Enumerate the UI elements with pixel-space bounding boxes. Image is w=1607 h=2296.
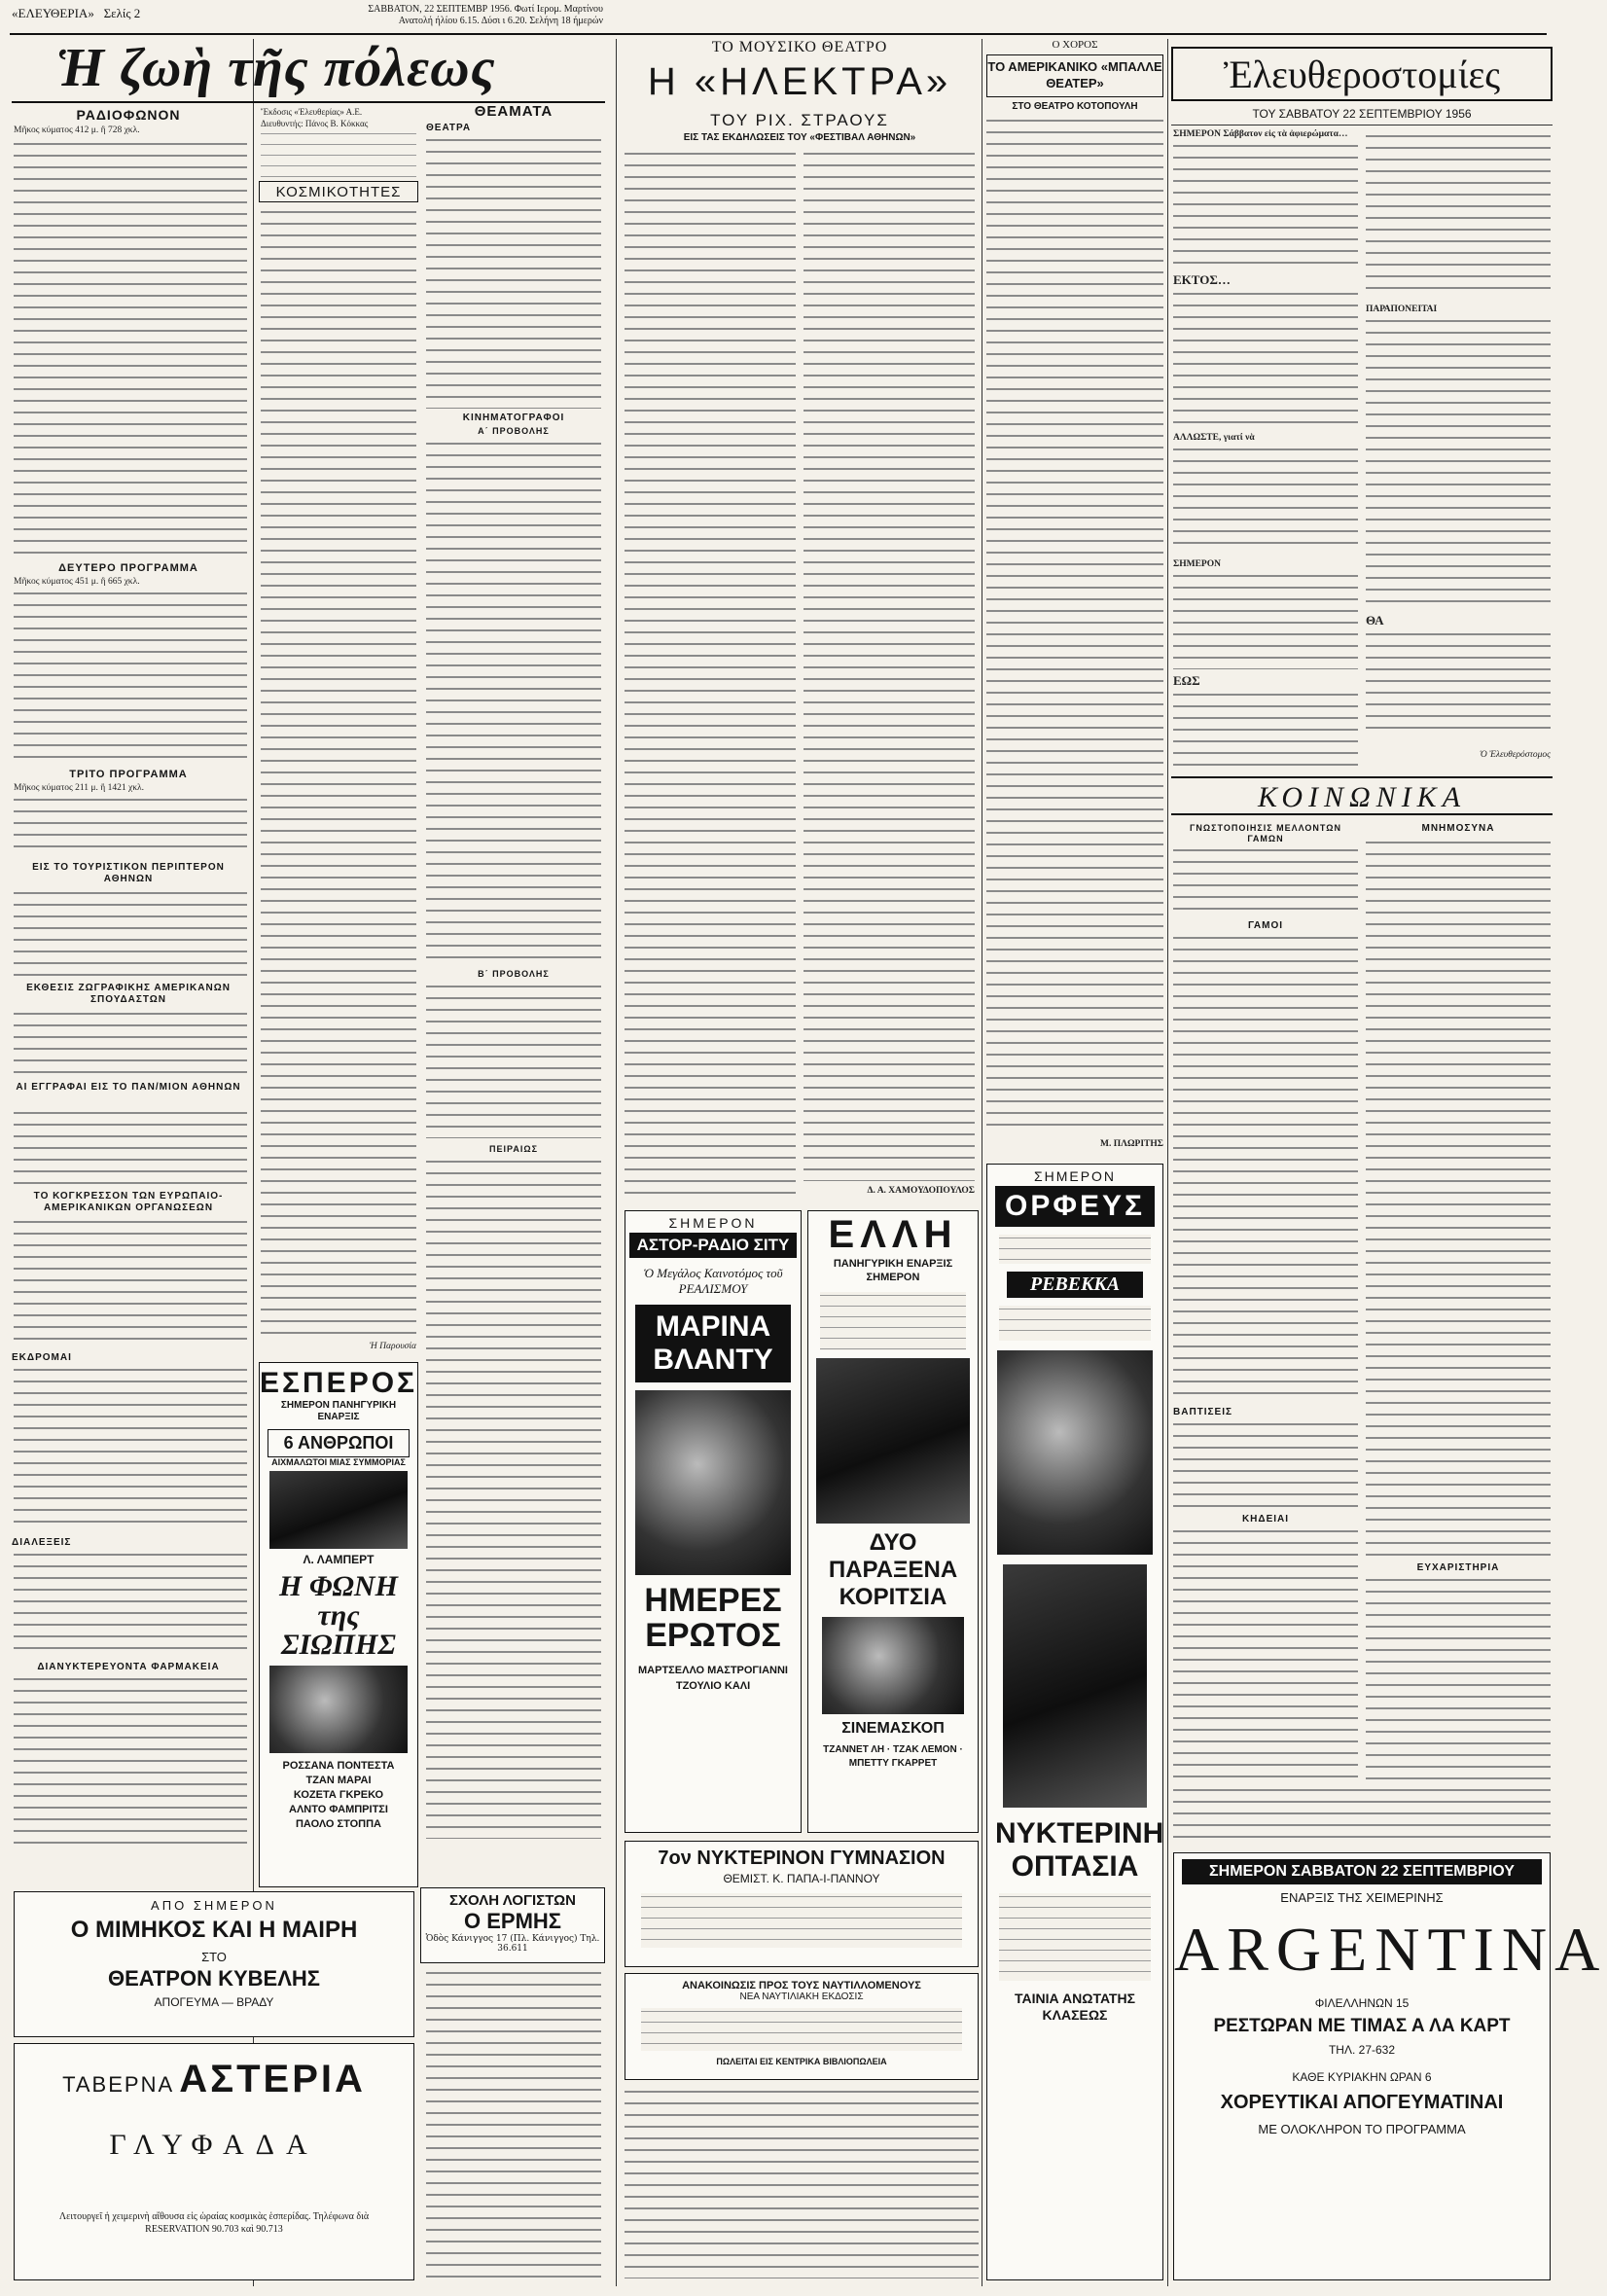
elektra-text-right [804, 150, 975, 1181]
pharmacies-heading: ΔΙΑΝΥΚΤΕΡΕΥΟΝΤΑ ΦΑΡΜΑΚΕΙΑ [37, 1662, 220, 1672]
cast-2: ΤΖΑΝ ΜΑΡΑΙ [305, 1775, 372, 1786]
radio-heading: ΡΑΔΙΟΦΩΝΟΝ [76, 107, 181, 123]
cast-4: ΑΛΝΤΟ ΦΑΜΠΡΙΤΣΙ [289, 1804, 388, 1815]
column-p5-lead: ΣΗΜΕΡΟΝ [1173, 559, 1221, 569]
column-p5-text [1173, 572, 1358, 669]
astor-pre: ΣΗΜΕΡΟΝ [668, 1215, 758, 1231]
third-program-text [14, 796, 247, 856]
elli-title: ΕΛΛΗ [828, 1213, 958, 1256]
engagements-heading: ΓΝΩΣΤΟΠΟΙΗΣΙΣ ΜΕΛΛΟΝΤΩΝ ΓΑΜΩΝ [1190, 823, 1341, 843]
theamata-heading: ΘΕΑΜΑΤΑ [474, 103, 554, 120]
koritsia-photo [822, 1617, 964, 1714]
orfeus-portrait [1003, 1564, 1147, 1808]
kyveli-times: ΑΠΟΓΕΥΜΑ — ΒΡΑΔΥ [154, 1995, 274, 2009]
gymnasio-text [641, 1893, 962, 1948]
column-p7-lead: ΘΑ [1366, 613, 1384, 628]
foni-sigis-photo [269, 1666, 408, 1753]
cast-1: ΡΟΣΣΑΝΑ ΠΟΝΤΕΣΤΑ [282, 1760, 395, 1772]
university-text [14, 1109, 247, 1185]
baptisms-text [1173, 1420, 1358, 1508]
ermis-ad [420, 1887, 605, 1963]
weddings-heading: ΓΑΜΟΙ [1247, 920, 1284, 931]
orfeus-blurb-2 [999, 1306, 1151, 1341]
col3-bottom-text [625, 2088, 979, 2278]
column-p2-text [1173, 290, 1358, 426]
naval-footer: ΠΩΛΕΙΤΑΙ ΕΙΣ ΚΕΝΤΡΙΚΑ ΒΙΒΛΙΟΠΩΛΕΙΑ [716, 2057, 887, 2066]
imeres-title: ΗΜΕΡΕΣ ΕΡΩΤΟΣ [644, 1582, 782, 1654]
program-line: ΜΕ ΟΛΟΚΛΗΡΟΝ ΤΟ ΠΡΟΓΡΑΜΜΑ [1258, 2122, 1466, 2136]
eleftherostomies-rule [1171, 125, 1553, 126]
second-program-text [14, 590, 247, 765]
baptisms-heading: ΒΑΠΤΙΣΕΙΣ [1173, 1407, 1233, 1417]
column-rule-2 [616, 39, 617, 2286]
kosmikotites-text [261, 208, 416, 1337]
ermis-address: Ὁδὸς Κάνιγγος 17 (Πλ. Κάνιγγος) Τηλ. 36.611 [425, 1934, 600, 1954]
gymnasio-ad [625, 1841, 979, 1967]
ermis-text [426, 1969, 601, 2280]
publisher-line: Ἔκδοσις «Ἐλευθερίας» Α.Ε. [261, 107, 363, 117]
radio-wavelength: Μῆκος κύματος 412 μ. ἢ 728 χκλ. [14, 126, 140, 135]
elektra-text-left [625, 150, 796, 1201]
cast-5: ΠΑΟΛΟ ΣΤΟΠΠΑ [295, 1818, 382, 1830]
director-line: Διευθυντής: Πάνος Β. Κόκκας [261, 119, 369, 128]
elli-blurb [820, 1292, 966, 1350]
column-p1-text [1173, 142, 1358, 269]
radio-program-text [14, 140, 247, 558]
page-number: Σελίς 2 [103, 6, 141, 20]
foni-sigis-title: Η ΦΩΝΗ της ΣΙΩΠΗΣ [279, 1570, 398, 1661]
kosmikotites-signature: Ἡ Παρουσία [370, 1342, 416, 1351]
elli-cast: ΤΖΑΝΝΕΤ ΛΗ · ΤΖΑΚ ΛΕΜΟΝ · ΜΠΕΤΤΥ ΓΚΑΡΡΕΤ [823, 1744, 963, 1769]
masthead-paper [12, 6, 304, 21]
nykterini-title: ΝΥΚΤΕΡΙΝΗ ΟΠΤΑΣΙΑ [995, 1817, 1164, 1883]
exhibit-heading: ΕΚΘΕΣΙΣ ΖΩΓΡΑΦΙΚΗΣ ΑΜΕΡΙΚΑΝΩΝ ΣΠΟΥΔΑΣΤΩΝ [26, 983, 231, 1005]
third-program-heading: ΤΡΙΤΟ ΠΡΟΓΡΑΜΜΑ [69, 769, 188, 780]
date-text: ΣΑΒΒΑΤΟΝ, 22 ΣΕΠΤΕΜΒΡ 1956. Φωτί Ιερομ. Μαρτίνου [368, 4, 603, 15]
second-run-heading: Β΄ ΠΡΟΒΟΛΗΣ [478, 969, 550, 979]
column-signature: Ὁ Ἐλευθερόστομος [1479, 750, 1551, 760]
asteria-title-row [15, 2058, 413, 2101]
naval-title: ΑΝΑΚΟΙΝΩΣΙΣ ΠΡΟΣ ΤΟΥΣ ΝΑΥΤΙΛΛΟΜΕΝΟΥΣ [682, 1980, 921, 1991]
tourism-text [14, 889, 247, 977]
weddings-text [1173, 934, 1358, 1401]
argentina-title: ARGENTINA [1174, 1915, 1607, 1984]
koritsia-title: ΔΥΟ ΠΑΡΑΞΕΝΑ ΚΟΡΙΤΣΙΑ [828, 1529, 958, 1610]
memorials-heading: ΜΝΗΜΟΣΥΝΑ [1421, 823, 1495, 834]
argentina-ad [1173, 1852, 1607, 2280]
orfeus-ad [986, 1164, 1163, 2280]
pharmacies-text [14, 1675, 247, 1850]
column-rule-4 [1167, 39, 1168, 2286]
asteria-name: ΑΣΤΕΡΙΑ [179, 2058, 366, 2100]
naval-text [641, 2008, 962, 2051]
ballet-text [986, 117, 1163, 1134]
cinemas-heading: ΚΙΝΗΜΑΤΟΓΡΑΦΟΙ [462, 413, 565, 423]
music-theatre-rubric: ΤΟ ΜΟΥΣΙΚΟ ΘΕΑΤΡΟ [711, 39, 888, 55]
glyfada-label: ΓΛΥΦΑΔΑ [109, 2129, 319, 2161]
column-p3-lead: ΠΑΡΑΠΟΝΕΙΤΑΙ [1366, 305, 1438, 314]
peiraeus-listings [426, 1158, 601, 1839]
column-right-text-1 [1366, 132, 1551, 298]
column-p6-lead: ΕΩΣ [1173, 673, 1200, 688]
asteria-ad [14, 2043, 414, 2280]
argentina-phone: ΤΗΛ. 27-632 [1328, 2043, 1396, 2057]
argentina-address: ΦΙΛΕΛΛΗΝΩΝ 15 [1314, 1996, 1410, 2010]
exhibit-text [14, 1010, 247, 1076]
mimikos-ad [14, 1891, 414, 2037]
dances-line: ΧΟΡΕΥΤΙΚΑΙ ΑΠΟΓΕΥΜΑΤΙΝΑΙ [1220, 2092, 1504, 2113]
lectures-heading: ΔΙΑΛΕΞΕΙΣ [12, 1537, 72, 1548]
orfeus-photo [997, 1350, 1153, 1555]
memorials-text [1366, 839, 1551, 1559]
gymnasio-title: 7ον ΝΥΚΤΕΡΙΝΟΝ ΓΥΜΝΑΣΙΟΝ [658, 1848, 946, 1869]
congress-text [14, 1218, 247, 1345]
six-men-photo [269, 1471, 408, 1549]
funerals-heading: ΚΗΔΕΙΑΙ [1241, 1514, 1290, 1525]
taverna-label: ΤΑΒΕΡΝΑ [62, 2072, 175, 2097]
ballet-title: ΤΟ ΑΜΕΡΙΚΑΝΙΚΟ «ΜΠΑΛΛΕ ΘΕΑΤΕΡ» [986, 54, 1163, 97]
cinemascope-label: ΣΙΝΕΜΑΣΚΟΠ [841, 1720, 945, 1737]
elektra-title: Η «ΗΛΕΚΤΡΑ» [647, 60, 952, 103]
paper-name: «ΕΛΕΥΘΕΡΙΑ» [12, 6, 94, 20]
lectures-text [14, 1551, 247, 1656]
elli-ad [807, 1210, 979, 1833]
third-program-wavelength: Μῆκος κύματος 211 μ. ἢ 1421 χκλ. [14, 783, 144, 793]
column-p7-text [1366, 630, 1551, 737]
accountants-title: ΣΧΟΛΗ ΛΟΓΙΣΤΩΝ [449, 1892, 576, 1909]
tourism-heading: ΕΙΣ ΤΟ ΤΟΥΡΙΣΤΙΚΟΝ ΠΕΡΙΠΤΕΡΟΝ ΑΘΗΝΩΝ [32, 862, 225, 884]
sun-text: Ανατολή ήλίου 6.15. Δύσι ι 6.20. Σελήνη 18 ήμερών [398, 16, 603, 26]
elli-photo [816, 1358, 970, 1524]
rebecca-title: ΡΕΒΕΚΚΑ [1007, 1272, 1143, 1298]
section-title: Ἡ ζωὴ τῆς πόλεως [56, 38, 496, 98]
column-p2-lead: ΕΚΤΟΣ… [1173, 272, 1231, 287]
mimikos-title: Ο ΜΙΜΗΚΟΣ ΚΑΙ Η ΜΑΙΡΗ [70, 1917, 358, 1943]
excursions-heading: ΕΚΔΡΟΜΑΙ [12, 1352, 72, 1363]
eleftherostomies-title: Ἐλευθεροστομίες [1171, 47, 1553, 101]
theatra-heading: ΘΕΑΤΡΑ [426, 123, 472, 133]
gymnasio-subtitle: ΘΕΜΙΣΤ. Κ. ΠΑΠΑ-Ι-ΠΑΝΝΟΥ [723, 1872, 880, 1885]
six-men-title: 6 ΑΝΘΡΩΠΟΙ [268, 1429, 410, 1457]
cast-3: ΚΟΖΕΤΑ ΓΚΡΕΚΟ [293, 1789, 384, 1801]
column-p3-text [1366, 317, 1551, 609]
argentina-subtitle: ΕΝΑΡΞΙΣ ΤΗΣ ΧΕΙΜΕΡΙΝΗΣ [1280, 1890, 1444, 1905]
esperos-title: ΕΣΠΕΡΟΣ [260, 1367, 418, 1399]
congress-heading: ΤΟ ΚΟΓΚΡΕΣΣΟΝ ΤΩΝ ΕΥΡΩΠΑΙΟ-ΑΜΕΡΙΚΑΝΙΚΩΝ ΟΡΓΑΝΩΣΕΩΝ [33, 1191, 224, 1213]
elektra-author: Δ. Α. ΧΑΜΟΥΔΟΠΟΥΛΟΣ [867, 1186, 975, 1196]
funerals-text [1173, 1527, 1358, 1780]
theatra-listings [426, 136, 601, 409]
second-program-heading: ΔΕΥΤΕΡΟ ΠΡΟΓΡΑΜΜΑ [58, 562, 198, 574]
ermis-title: Ο ΕΡΜΗΣ [464, 1909, 561, 1933]
six-men-subtitle: ΑΙΧΜΑΛΩΤΟΙ ΜΙΑΣ ΣΥΜΜΟΡΙΑΣ [271, 1457, 406, 1467]
social-heading: ΚΟΙΝΩΝΙΚΑ [1171, 776, 1553, 815]
university-heading: ΑΙ ΕΓΓΡΑΦΑΙ ΕΙΣ ΤΟ ΠΑΝ/ΜΙΟΝ ΑΘΗΝΩΝ [16, 1082, 241, 1093]
ballet-subtitle: ΣΤΟ ΘΕΑΤΡΟ ΚΟΤΟΠΟΥΛΗ [1012, 101, 1138, 112]
lambert-name: Λ. ΛΑΜΠΕΡΤ [303, 1553, 375, 1566]
dance-rubric: Ο ΧΟΡΟΣ [1052, 39, 1098, 51]
foni-sigis-cast [260, 1759, 417, 1832]
realismo-line: Ὁ Μεγάλος Καινοτόμος τοῦ ΡΕΑΛΙΣΜΟΥ [643, 1266, 783, 1296]
nykterini-blurb [999, 1893, 1151, 1981]
date-line [282, 4, 603, 27]
engagements-text [1173, 846, 1358, 915]
mourning-text [1366, 1576, 1551, 1780]
publisher-text [261, 130, 416, 179]
elli-subtitle: ΠΑΝΗΓΥΡΙΚΗ ΕΝΑΡΞΙΣ ΣΗΜΕΡΟΝ [833, 1258, 953, 1283]
asteria-note: Λειτουργεῖ ἡ χειμερινὴ αἴθουσα εἰς ὡραίας κοσμικὰς ἑσπερίδας. Τηλέφωνα διὰ RESERVATION 90.703 καὶ 90.713 [58, 2211, 370, 2235]
gallas-name: ΤΖΟΥΛΙΟ ΚΑΛΙ [675, 1680, 751, 1692]
argentina-date: ΣΗΜΕΡΟΝ ΣΑΒΒΑΤΟΝ 22 ΣΕΠΤΕΜΒΡΙΟΥ [1182, 1859, 1542, 1884]
column-p1-lead: ΣΗΜΕΡΟΝ Σάββατον εἰς τὰ ἀφιερώματα… [1173, 129, 1348, 139]
sunday-line: ΚΑΘΕ ΚΥΡΙΑΚΗΝ ΩΡΑΝ 6 [1292, 2070, 1432, 2084]
orfeus-blurb [999, 1235, 1151, 1264]
mourning-heading: ΕΥΧΑΡΙΣΤΗΡΙΑ [1416, 1562, 1500, 1573]
naval-ad [625, 1973, 979, 2080]
kosmikotites-heading: ΚΟΣΜΙΚΟΤΗΤΕΣ [259, 181, 418, 202]
marina-photo [635, 1390, 791, 1575]
excursions-text [14, 1366, 247, 1531]
eleftherostomies-date: ΤΟΥ ΣΑΒΒΑΤΟΥ 22 ΣΕΠΤΕΜΒΡΙΟΥ 1956 [1252, 107, 1472, 121]
orfeus-tagline: ΤΑΙΝΙΑ ΑΝΩΤΑΤΗΣ ΚΛΑΣΕΩΣ [1015, 1991, 1135, 2023]
kyveli-title: ΘΕΑΤΡΟΝ ΚΥΒΕΛΗΣ [108, 1966, 320, 1991]
orfeus-pre: ΣΗΜΕΡΟΝ [1033, 1168, 1117, 1184]
second-program-wavelength: Μῆκος κύματος 451 μ. ἢ 665 χκλ. [14, 577, 140, 587]
orfeus-title: ΟΡΦΕΥΣ [995, 1186, 1155, 1227]
first-run-heading: Α΄ ΠΡΟΒΟΛΗΣ [478, 426, 550, 436]
astor-title: ΑΣΤΟΡ-ΡΑΔΙΟ ΣΙΤΥ [629, 1233, 797, 1258]
mastroianni-name: ΜΑΡΤΣΕΛΛΟ ΜΑΣΤΡΟΓΙΑΝΝΙ [638, 1665, 788, 1676]
naval-subtitle: ΝΕΑ ΝΑΥΤΙΛΙΑΚΗ ΕΚΔΟΣΙΣ [739, 1991, 864, 2002]
first-run-listings [426, 440, 601, 965]
peiraeus-heading: ΠΕΙΡΑΙΩΣ [489, 1144, 538, 1154]
col5-small-ads [1173, 1786, 1551, 1845]
column-p6-text [1173, 691, 1358, 769]
elektra-subtitle: ΤΟΥ ΡΙΧ. ΣΤΡΑΟΥΣ [710, 111, 889, 129]
restaurant-line: ΡΕΣΤΩΡΑΝ ΜΕ ΤΙΜΑΣ Α ΛΑ ΚΑΡΤ [1213, 2016, 1511, 2036]
column-p4-text [1173, 446, 1358, 553]
elektra-festival-line: ΕΙΣ ΤΑΣ ΕΚΔΗΛΩΣΕΙΣ ΤΟΥ «ΦΕΣΤΙΒΑΛ ΑΘΗΝΩΝ» [683, 132, 916, 143]
marina-title: ΜΑΡΙΝΑ ΒΛΑΝΤΥ [635, 1305, 791, 1382]
mimikos-sto: ΣΤΟ [201, 1950, 227, 1964]
header-rule [10, 33, 1547, 35]
column-p4-lead: ΑΛΛΩΣΤΕ, γιατί νὰ [1173, 433, 1255, 443]
second-run-listings [426, 983, 601, 1138]
ballet-author: Μ. ΠΛΩΡΙΤΗΣ [1100, 1139, 1163, 1149]
astor-ad [625, 1210, 802, 1833]
esperos-ad [259, 1362, 418, 1887]
mimikos-pre: ΑΠΟ ΣΗΜΕΡΟΝ [151, 1898, 277, 1913]
esperos-subtitle: ΣΗΜΕΡΟΝ ΠΑΝΗΓΥΡΙΚΗ ΕΝΑΡΞΙΣ [280, 1400, 397, 1422]
